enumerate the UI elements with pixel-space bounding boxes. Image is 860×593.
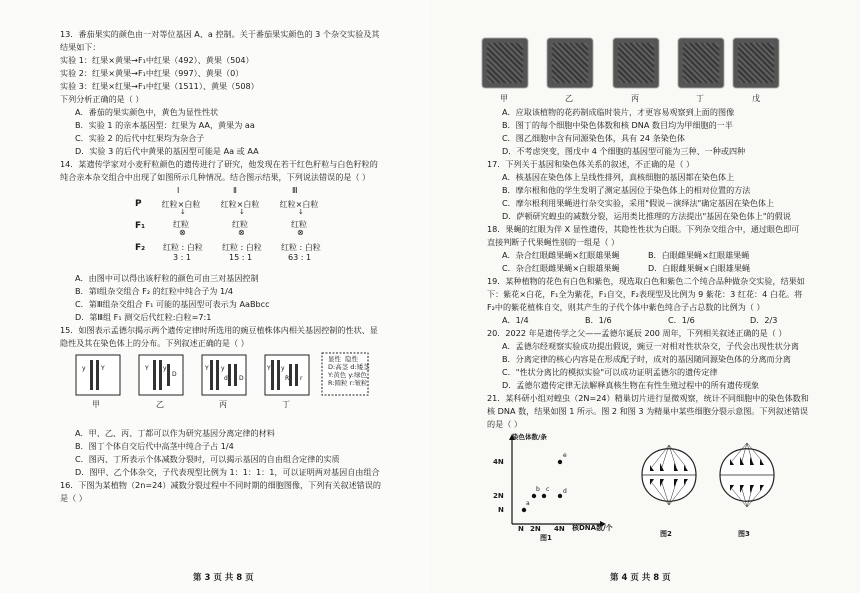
svg-text:y: y	[221, 365, 225, 372]
point-label-c: c	[546, 486, 550, 493]
q20-option-d: D．孟德尔遗传定律无法解释真核生物在有性生殖过程中的所有遗传现象	[502, 380, 760, 390]
q15-option-b: B．图丁个体自交后代中高茎中纯合子占 1/4	[75, 441, 234, 451]
point-label-b: b	[536, 486, 540, 493]
svg-text:D: D	[172, 371, 177, 378]
q16-line-1: 16．下图为某植物（2n=24）减数分裂过程中不同时期的细胞图像，下列有关叙述错误的	[60, 480, 381, 490]
legend-dom-1: D:高茎	[328, 363, 349, 371]
legend-rec-1: d:矮茎	[350, 363, 370, 371]
svg-text:d: d	[224, 375, 228, 382]
q13-exp3: 实验 3：红果×红果→F₁中红果（1511）、黄果（508）	[60, 81, 259, 91]
g1-parent: 红粒×白粒	[161, 200, 201, 209]
graph-ytick-n: N	[498, 506, 504, 514]
micrograph-label-5: 戊	[752, 94, 760, 103]
q19-option-b: B．1/6	[585, 315, 612, 325]
g3-selfing-symbol: ⊗	[297, 228, 304, 237]
g1-selfing-symbol: ⊗	[179, 228, 186, 237]
micrograph-label-4: 丁	[696, 94, 704, 103]
q16-line-2: 是（ ）	[60, 493, 87, 503]
q15-line-2: 隐性及其在染色体上的分布。下列叙述正确的是（ ）	[60, 338, 249, 348]
legend-dom-3: R:圆粒	[328, 379, 348, 387]
q14-option-a: A．由图中可以得出该籽粒的颜色可由三对基因控制	[75, 273, 259, 283]
micrograph-label-3: 丙	[631, 94, 639, 103]
q18-option-a: A．杂合红眼雌果蝇×红眼雄果蝇	[502, 250, 620, 260]
q18-line-2: 直接判断子代果蝇性别的一组是（ ）	[487, 237, 620, 247]
legend	[328, 355, 370, 387]
q13-option-a: A．番茄的果实颜色中，黄色为显性性状	[75, 107, 219, 117]
q15-option-d: D．图甲、乙个体杂交，子代表现型比例为 1：1：1：1，可以证明两对基因自由组合	[75, 467, 380, 477]
figure-1-svg	[490, 432, 630, 532]
q18-option-c: C．杂合红眼雌果蝇×白眼雄果蝇	[502, 263, 620, 273]
svg-text:Y: Y	[267, 365, 271, 372]
g2-parent: 红粒×白粒	[220, 200, 260, 209]
q19-line-1: 19．某种植物的花色有白色和紫色，现选取白色和紫色二个纯合品种做杂交实验，结果如	[487, 276, 805, 286]
g1-f1: 红粒	[173, 220, 189, 229]
q17-option-d: D．萨顿研究蝗虫的减数分裂，运用类比推理的方法提出"基因在染色体上"的假说	[502, 211, 791, 221]
g1-f2: 红粒 : 白粒	[163, 243, 203, 252]
chromosome-cells-svg	[72, 352, 372, 398]
graph-ylabel: 染色体数/条	[512, 433, 547, 441]
svg-text:y: y	[82, 365, 86, 372]
q15-option-a: A．甲、乙、丙、丁都可以作为研究基因分离定律的材料	[75, 428, 275, 438]
svg-text:r: r	[300, 375, 303, 382]
q20-option-b: B．分离定律的核心内容是在形成配子时，成对的基因随同源染色体的分离而分离	[502, 354, 791, 364]
chromosome-figure	[72, 352, 372, 410]
q20-stem: 20．2022 年是遗传学之父——孟德尔诞辰 200 周年，下列相关叙述正确的是（ ）	[487, 328, 787, 338]
micrograph-2	[547, 38, 593, 88]
cross-diagram: Ⅰ Ⅱ Ⅲ P F₁ F₂ 红粒×白粒 红粒×白粒 红粒×白粒 ↓ ↓ ↓ 红粒 红粒 红粒 ⊗ ⊗ ⊗ 红粒 : 白粒 红粒 : 白粒 红粒 : 白粒 3 : 1 15 : 1 63 : 1	[135, 186, 321, 262]
group-label-1: Ⅰ	[177, 186, 180, 195]
figure-3-svg	[712, 425, 782, 525]
q19-line-2: 下：紫花×白花，F₁全为紫花，F₁自交，F₂表现型及比例为 9 紫花：3 红花：4 白花。将	[487, 289, 803, 299]
figure-1-label: 图1	[540, 534, 552, 542]
micrograph-4	[678, 38, 724, 88]
cell-label-2: 乙	[156, 400, 164, 409]
q15-line-1: 15．如图表示孟德尔揭示两个遗传定律时所选用的豌豆植株体内相关基因控制的性状、显	[60, 325, 378, 335]
page-footer-right: 第 4 页 共 8 页	[610, 573, 671, 583]
graph-ytick-4n: 4N	[493, 458, 504, 466]
q13-line-2: 结果如下：	[60, 42, 101, 52]
q20-option-c: C．"性状分离比的模拟实验"可以成功证明孟德尔的遗传定律	[502, 367, 718, 377]
g3-parent: 红粒×白粒	[279, 200, 319, 209]
figure-1-graph	[490, 432, 630, 542]
q17-option-b: B．摩尔根和他的学生发明了测定基因位于染色体上的相对位置的方法	[502, 185, 751, 195]
page-footer-left: 第 3 页 共 8 页	[193, 573, 254, 583]
point-label-d: d	[563, 488, 567, 495]
row-label-f1: F₁	[135, 221, 146, 231]
q15-option-c: C．图丙、丁所表示个体减数分裂时，可以揭示基因的自由组合定律的实质	[75, 454, 340, 464]
q18-option-d: D．白眼雌果蝇×白眼雄果蝇	[648, 263, 751, 273]
q14-option-b: B．第Ⅰ组杂交组合 F₂ 的红粒中纯合子为 1/4	[75, 286, 233, 296]
q13-line-1: 13．番茄果实的颜色由一对等位基因 A、a 控制。关于番茄果实颜色的 3 个杂交实验及其	[60, 29, 380, 39]
q20-option-a: A．孟德尔经观察实验成功提出假说，豌豆一对相对性状杂交，子代会出现性状分离	[502, 341, 799, 351]
q13-option-d: D．实验 3 的后代中黄果的基因型可能是 Aa 或 AA	[75, 146, 259, 156]
graph-xtick-n: N	[518, 525, 524, 533]
q18-line-1: 18．果蝇的红眼为伴 X 显性遗传，其隐性性状为白眼。下列杂交组合中，通过眼色即可	[487, 224, 800, 234]
legend-rec-3: r:皱粒	[349, 379, 368, 387]
q13-option-b: B．实验 1 的亲本基因型：红果为 AA，黄果为 aa	[75, 120, 255, 130]
figure-2-svg	[634, 425, 704, 525]
q21-line-1: 21．某科研小组对蝗虫（2N=24）精巢切片进行显微观察，统计不同细胞中的染色体数和	[487, 393, 809, 403]
svg-text:Y: Y	[205, 365, 209, 372]
q13-exp1: 实验 1：红果×黄果→F₁中红果（492）、黄果（504）	[60, 55, 254, 65]
q19-option-d: D．2/3	[750, 315, 778, 325]
group-label-2: Ⅱ	[233, 186, 237, 195]
g2-f2: 红粒 : 白粒	[222, 243, 262, 252]
q19-option-c: C．1/6	[668, 315, 695, 325]
graph-xtick-2n: 2N	[530, 525, 541, 533]
q17-option-c: C．摩尔根利用果蝇进行杂交实验，采用"假说－演绎法"确定基因在染色体上	[502, 198, 775, 208]
legend-dominant-title: 显性	[328, 355, 341, 363]
figure-3-cell	[712, 425, 782, 543]
q16-option-c: C．图乙细胞中含有同源染色体，具有 24 条染色体	[502, 133, 685, 143]
micrograph-label-1: 甲	[500, 94, 508, 103]
q13-exp2: 实验 2：红果×黄果→F₁中红果（997）、黄果（0）	[60, 68, 244, 78]
legend-rec-2: y:绿色	[348, 371, 367, 379]
group-label-3: Ⅲ	[292, 186, 298, 195]
micrograph-5	[733, 38, 779, 88]
svg-text:Y: Y	[145, 365, 149, 372]
q19-line-3: F₂中的紫花植株自交，则其产生的子代个体中紫色纯合子占总数的比例为（ ）	[487, 302, 765, 312]
micrograph-1	[482, 38, 528, 88]
graph-xlabel: 核DNA数/个	[572, 524, 613, 532]
svg-text:D: D	[239, 375, 244, 382]
q13-stem: 下列分析正确的是（ ）	[60, 94, 144, 104]
q16-option-a: A．应取该植物的花药制成临时装片，才更容易观察到上面的图像	[502, 107, 735, 117]
g2-ratio: 15 : 1	[229, 253, 253, 262]
g2-selfing-symbol: ⊗	[238, 228, 245, 237]
svg-text:y: y	[163, 365, 167, 372]
q14-option-d: D．第Ⅲ组 F₁ 测交后代红粒:白粒=7:1	[75, 312, 212, 322]
q17-option-a: A．核基因在染色体上呈线性排列，真核细胞的基因都在染色体上	[502, 172, 735, 182]
cell-label-4: 丁	[282, 400, 290, 409]
point-label-a: a	[526, 500, 530, 507]
q16-option-d: D．不考虑突变，图戊中 4 个细胞的基因型可能为三种、一种或四种	[502, 146, 746, 156]
g3-ratio: 63 : 1	[288, 253, 312, 262]
row-label-f2: F₂	[135, 243, 146, 253]
cell-label-1: 甲	[92, 400, 100, 409]
svg-text:Y: Y	[101, 365, 105, 372]
q14-line-1: 14．某遗传学家对小麦籽粒颜色的遗传进行了研究，他发现在若干红色籽粒与白色籽粒的	[60, 159, 378, 169]
row-label-p: P	[135, 199, 142, 209]
q18-option-b: B．白眼雌果蝇×红眼雄果蝇	[648, 250, 750, 260]
q13-option-c: C．实验 2 的后代中红果均为杂合子	[75, 133, 205, 143]
micrograph-3	[613, 38, 659, 88]
legend-recessive-title: 隐性	[345, 355, 359, 363]
graph-xtick-4n: 4N	[554, 525, 565, 533]
q14-option-c: C．第Ⅲ组杂交组合 F₁ 可能的基因型可表示为 AaBbcc	[75, 299, 270, 309]
svg-text:R: R	[285, 375, 290, 382]
q16-option-b: B．图丁的每个细胞中染色体数和核 DNA 数目均为甲细胞的一半	[502, 120, 733, 130]
g3-f2: 红粒 : 白粒	[281, 243, 321, 252]
q21-line-3: 的是（ ）	[487, 419, 522, 429]
figure-3-label: 图3	[738, 530, 750, 538]
micrograph-label-2: 乙	[565, 94, 573, 103]
point-label-e: e	[563, 452, 567, 459]
graph-ytick-2n: 2N	[493, 492, 504, 500]
legend-dom-2: Y:黄色	[328, 371, 347, 379]
q19-option-a: A．1/4	[502, 315, 529, 325]
figure-2-label: 图2	[660, 530, 672, 538]
q14-line-2: 纯合亲本杂交组合中出现了如图所示几种情况。结合图示结果，下列说法错误的是（ ）	[60, 172, 371, 182]
g1-ratio: 3 : 1	[173, 253, 191, 262]
svg-text:y: y	[281, 365, 285, 372]
q17-stem: 17．下列关于基因和染色体关系的叙述，不正确的是（ ）	[487, 159, 695, 169]
g2-f1: 红粒	[232, 220, 248, 229]
cell-label-3: 丙	[219, 400, 227, 409]
figure-2-cell	[634, 425, 704, 543]
g3-f1: 红粒	[291, 220, 307, 229]
q21-line-2: 核 DNA 数，结果如图 1 所示。图 2 和图 3 为精巢中某些细胞分裂示意图。下列叙述错误	[487, 406, 808, 416]
